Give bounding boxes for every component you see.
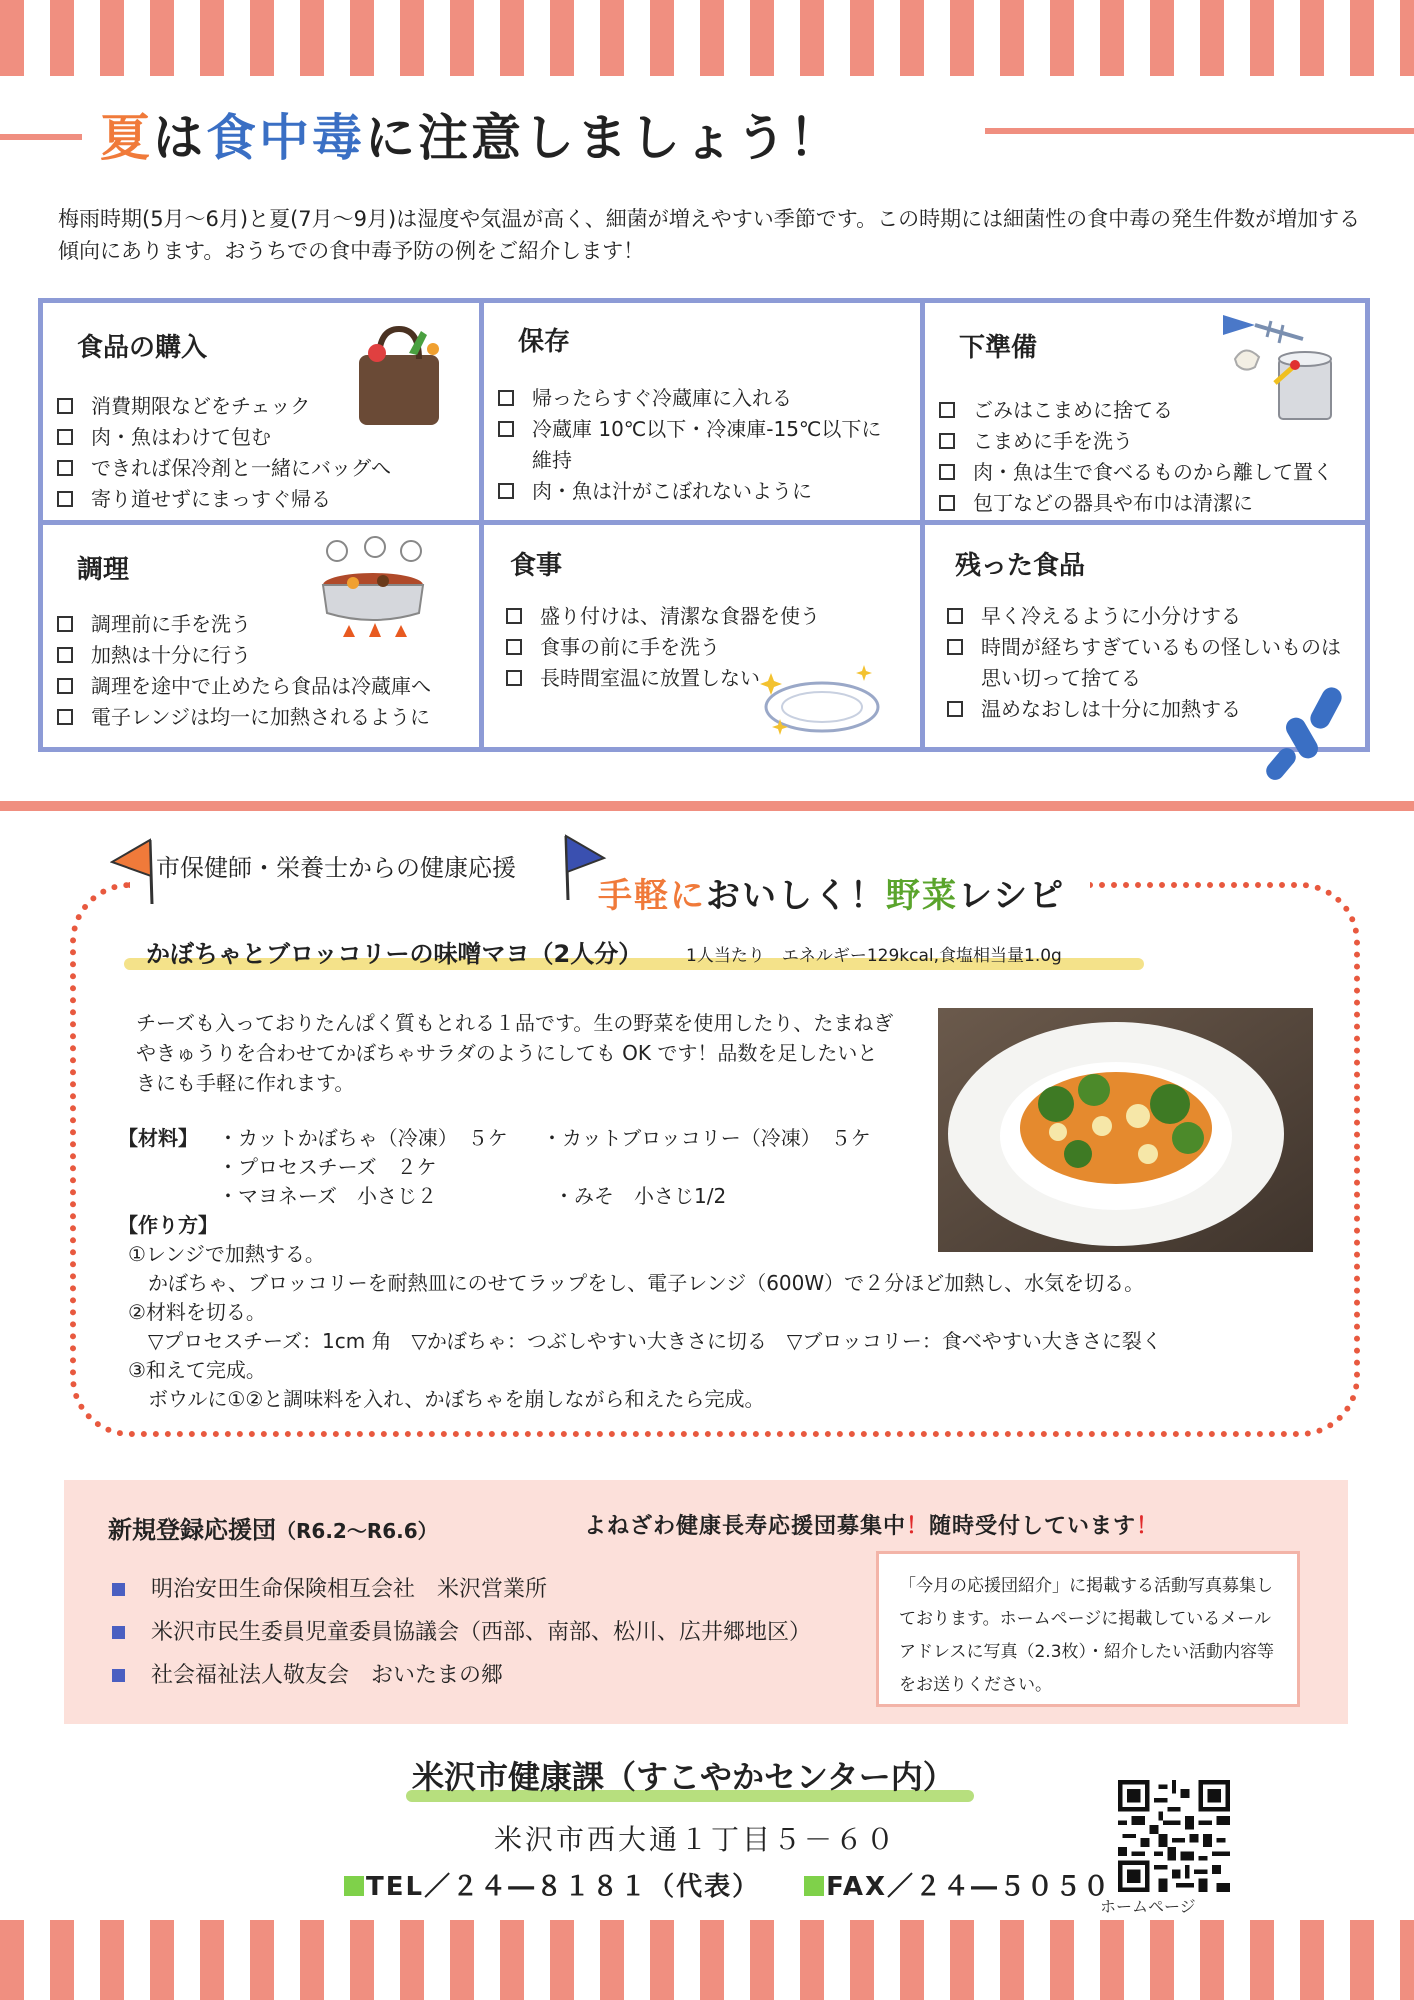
tip-item: 肉・魚はわけて包む [57, 422, 391, 453]
shopping-bag-icon [349, 319, 449, 429]
ingredient: ・プロセスチーズ ２ケ [218, 1155, 437, 1179]
address: 米沢市西大通１丁目５－６０ [494, 1823, 898, 1856]
tip-item: 消費期限などをチェック [57, 391, 391, 422]
tip-title: 食事 [510, 551, 563, 581]
checkbox-icon [498, 421, 514, 437]
orange-flag-icon [110, 836, 156, 906]
qr-code[interactable] [1118, 1780, 1230, 1892]
checkbox-icon [498, 390, 514, 406]
checkbox-icon [947, 701, 963, 717]
checkbox-icon [57, 647, 73, 663]
ingredient: ・マヨネーズ 小さじ２ [218, 1184, 437, 1208]
bottom-stripe-border [0, 1920, 1414, 2000]
checkbox-icon [498, 483, 514, 499]
bullet-square-icon [112, 1583, 125, 1596]
qr-caption: ホームページ [1100, 1897, 1196, 1916]
checkbox-icon [57, 616, 73, 632]
tip-item: 肉・魚は汁がこぼれないように [498, 476, 894, 507]
bullet-square-icon [112, 1669, 125, 1682]
nutrition-info: 1人当たり エネルギー129kcal,食塩相当量1.0g [686, 946, 1062, 966]
title-rule-left [0, 134, 82, 140]
recipe-section-title: 手軽においしく！野菜レシピ [598, 876, 1066, 916]
checkbox-icon [506, 608, 522, 624]
tip-card-prep [925, 303, 1365, 525]
tip-item: 調理前に手を洗う [57, 609, 431, 640]
checkbox-icon [939, 402, 955, 418]
checkbox-icon [939, 495, 955, 511]
dish-photo [938, 1008, 1313, 1252]
page-title: 夏は食中毒に注意しましょう！ [100, 109, 842, 167]
checkbox-icon [506, 639, 522, 655]
tip-item: 加熱は十分に行う [57, 640, 431, 671]
tip-item: 温めなおしは十分に加熱する [947, 694, 1357, 725]
tip-title: 残った食品 [955, 551, 1086, 581]
tip-list [498, 383, 894, 507]
clean-plate-icon [754, 665, 884, 747]
trash-can-fish-bone-icon [1215, 303, 1345, 423]
steps-label: 【作り方】 [118, 1213, 218, 1237]
checkbox-icon [506, 670, 522, 686]
phone-number: TEL／２４―８１８１（代表） [366, 1872, 761, 1902]
checkbox-icon [57, 398, 73, 414]
ingredients-label: 【材料】 [118, 1126, 198, 1150]
tip-item: ごみはこまめに捨てる [939, 395, 1333, 426]
intro-text: 梅雨時期(5月～6月)と夏(7月～9月)は湿度や気温が高く、細菌が増えやすい季節です。この時期には細菌性の食中毒の発生件数が増加する傾向にあります。おうちでの食中毒予防の例をご紹介します！ [58, 207, 1361, 263]
tip-item: 早く冷えるように小分けする [947, 601, 1357, 632]
tip-title: 調理 [77, 555, 130, 585]
checkbox-icon [939, 464, 955, 480]
photo-call-notice: 「今月の応援団紹介」に掲載する活動写真募集しております。ホームページに掲載しているメールアドレスに写真（2.3枚）・紹介したい活動内容等をお送りください。 [876, 1551, 1300, 1707]
flag-caption: 市保健師・栄養士からの健康応援 [156, 854, 516, 882]
green-square-icon [344, 1876, 364, 1896]
tip-card-purchase [43, 303, 484, 525]
tip-item: 食事の前に手を洗う [506, 632, 820, 663]
title-rule-right [985, 128, 1414, 134]
tip-item: 包丁などの器具や布巾は清潔に [939, 488, 1333, 519]
section-divider [0, 801, 1414, 811]
tip-item: 盛り付けは、清潔な食器を使う [506, 601, 820, 632]
members-list [112, 1568, 811, 1697]
list-item: 明治安田生命保険相互会社 米沢営業所 [112, 1568, 811, 1611]
tip-card-storage [484, 303, 925, 525]
checkbox-icon [57, 491, 73, 507]
ingredient: ・みそ 小さじ1/2 [554, 1184, 727, 1208]
list-item: 社会福祉法人敬友会 おいたまの郷 [112, 1654, 811, 1697]
checkbox-icon [947, 639, 963, 655]
tip-item: 時間が経ちすぎているもの怪しいものは思い切って捨てる [947, 632, 1357, 694]
tip-card-cooking [43, 525, 484, 747]
fax-number: FAX／２４―５０５０ [826, 1872, 1112, 1902]
checkbox-icon [57, 709, 73, 725]
tip-list [57, 391, 391, 515]
new-members-title: 新規登録応援団（R6.2～R6.6） [108, 1516, 438, 1544]
list-item: 米沢市民生委員児童委員協議会（西部、南部、松川、広井郷地区） [112, 1611, 811, 1654]
food-safety-tips-grid [38, 298, 1370, 752]
recruit-banner: よねざわ健康長寿応援団募集中！随時受付しています！ [584, 1514, 1160, 1539]
recipe-description: チーズも入っておりたんぱく質もとれる１品です。生の野菜を使用したり、たまねぎやきゅうりを合わせてかぼちゃサラダのようにしても OK です！品数を足したいときにも手軽に作れます。 [136, 1011, 894, 1095]
tip-item: 電子レンジは均一に加熱されるように [57, 702, 431, 733]
green-square-icon [804, 1876, 824, 1896]
tip-item: 寄り道せずにまっすぐ帰る [57, 484, 391, 515]
tip-item: 帰ったらすぐ冷蔵庫に入れる [498, 383, 894, 414]
tip-item: 調理を途中で止めたら食品は冷蔵庫へ [57, 671, 431, 702]
checkbox-icon [947, 608, 963, 624]
tip-title: 食品の購入 [77, 333, 208, 363]
checkbox-icon [939, 433, 955, 449]
ingredient: ・カットかぼちゃ（冷凍） ５ケ [218, 1126, 508, 1150]
tip-title: 保存 [518, 327, 571, 357]
germ-bacteria-icon [1262, 676, 1366, 788]
dish-name: かぼちゃとブロッコリーの味噌マヨ（2人分） [146, 940, 643, 968]
tip-item: 長時間室温に放置しない [506, 663, 820, 694]
bullet-square-icon [112, 1626, 125, 1639]
tip-card-eating [484, 525, 925, 747]
contact-line [344, 1866, 1111, 1903]
checkbox-icon [57, 678, 73, 694]
top-stripe-border [0, 0, 1414, 76]
tip-item: こまめに手を洗う [939, 426, 1333, 457]
tip-item: 冷蔵庫 10℃以下・冷凍庫-15℃以下に維持 [498, 414, 894, 476]
checkbox-icon [57, 460, 73, 476]
checkbox-icon [57, 429, 73, 445]
cooking-pot-icon [313, 533, 433, 643]
ingredient: ・カットブロッコリー（冷凍） ５ケ [542, 1126, 871, 1150]
tip-item: できれば保冷剤と一緒にバッグへ [57, 453, 391, 484]
tip-title: 下準備 [959, 333, 1038, 363]
department-name: 米沢市健康課（すこやかセンター内） [412, 1758, 955, 1796]
tip-item: 肉・魚は生で食べるものから離して置く [939, 457, 1333, 488]
